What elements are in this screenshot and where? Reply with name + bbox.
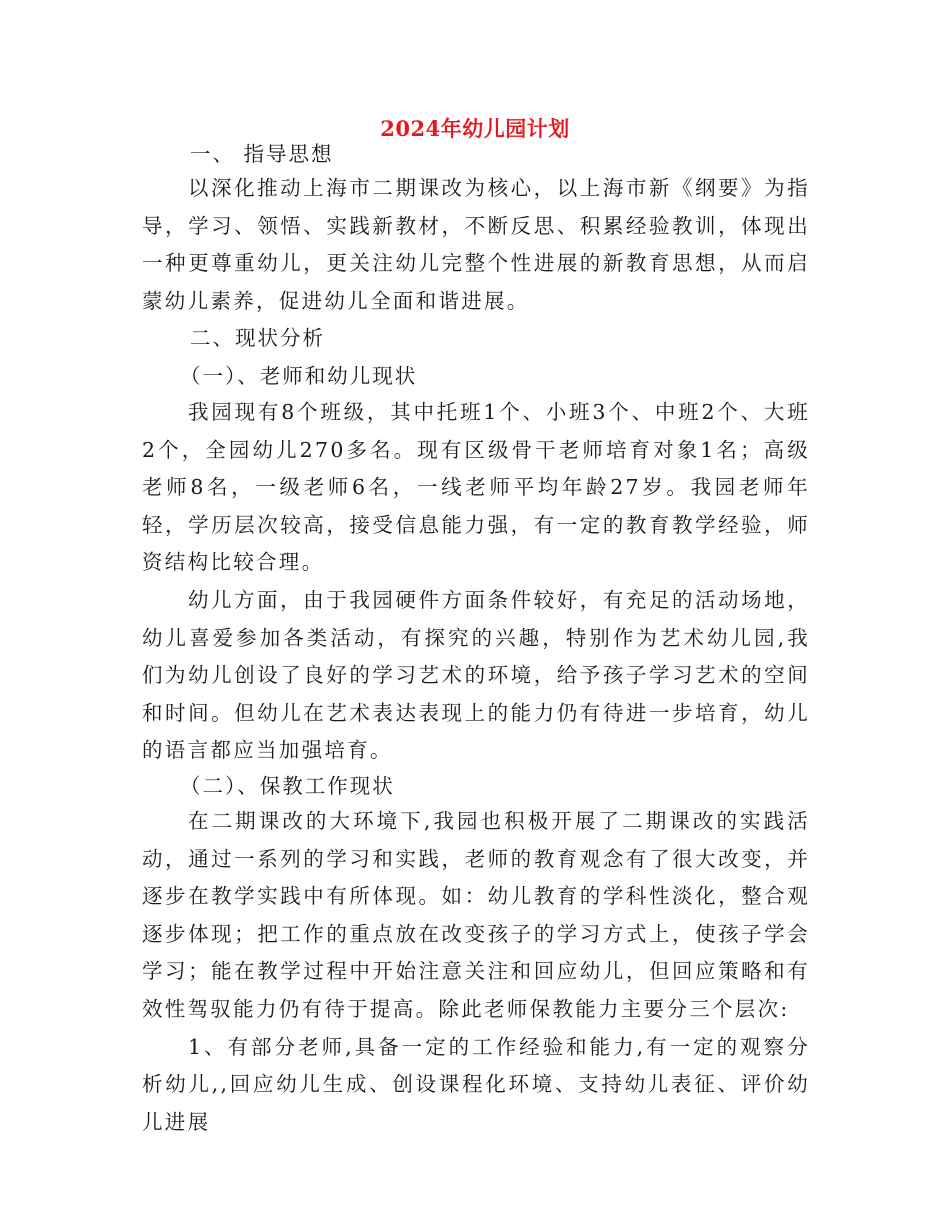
subsection-body-teachers-children — [142, 394, 810, 770]
paragraph-guiding-thought: 以深化推动上海市二期课改为核心，以上海市新《纲要》为指导，学习、领悟、实践新教材，不断反思、积累经验教训，体现出一种更尊重幼儿，更关注幼儿完整个性进展的新教育思想，从而启蒙幼儿素养，促进幼儿全面和谐进展。 — [142, 176, 810, 313]
section-heading-guiding-thought: 一、 指导思想 — [190, 142, 334, 166]
subsection-body-care-education — [142, 803, 810, 1141]
paragraph-care-education-status: 在二期课改的大环境下,我园也积极开展了二期课改的实践活动，通过一系列的学习和实践，老师的教育观念有了很大改变，并逐步在教学实践中有所体现。如：幼儿教育的学科性淡化，整合观逐步体现；把工作的重点放在改变孩子的学习方式上，使孩子学会学习；能在教学过程中开始注意关注和回应幼儿，但回应策略和有效性驾驭能力仍有待于提高。除此老师保教能力主要分三个层次: — [142, 809, 810, 1021]
paragraph-teachers-status: 我园现有8个班级，其中托班1个、小班3个、中班2个、大班2个，全园幼儿270多名。现有区级骨干老师培育对象1名；高级老师8名，一级老师6名，一线老师平均年龄27岁。我园老师年轻，学历层次较高，接受信息能力强，有一定的教育教学经验，师资结构比较合理。 — [142, 400, 810, 575]
paragraph-children-status: 幼儿方面，由于我园硬件方面条件较好，有充足的活动场地，幼儿喜爱参加各类活动，有探究的兴趣，特别作为艺术幼儿园,我们为幼儿创设了良好的学习艺术的环境，给予孩子学习艺术的空间和时间。但幼儿在艺术表达表现上的能力仍有待进一步培育，幼儿的语言都应当加强培育。 — [142, 587, 810, 763]
paragraph-teacher-level-1: 1、有部分老师,具备一定的工作经验和能力,有一定的观察分析幼儿,,回应幼儿生成、创设课程化环境、支持幼儿表征、评价幼儿进展 — [142, 1034, 810, 1134]
section-body-guiding-thought — [142, 170, 810, 320]
document-title: 2024年幼儿园计划 — [380, 116, 570, 141]
section-heading-status-analysis: 二、现状分析 — [190, 326, 325, 350]
subsection-heading-care-education: （二）、保教工作现状 — [180, 774, 395, 798]
subsection-heading-teachers-children: （一）、老师和幼儿现状 — [180, 364, 418, 388]
